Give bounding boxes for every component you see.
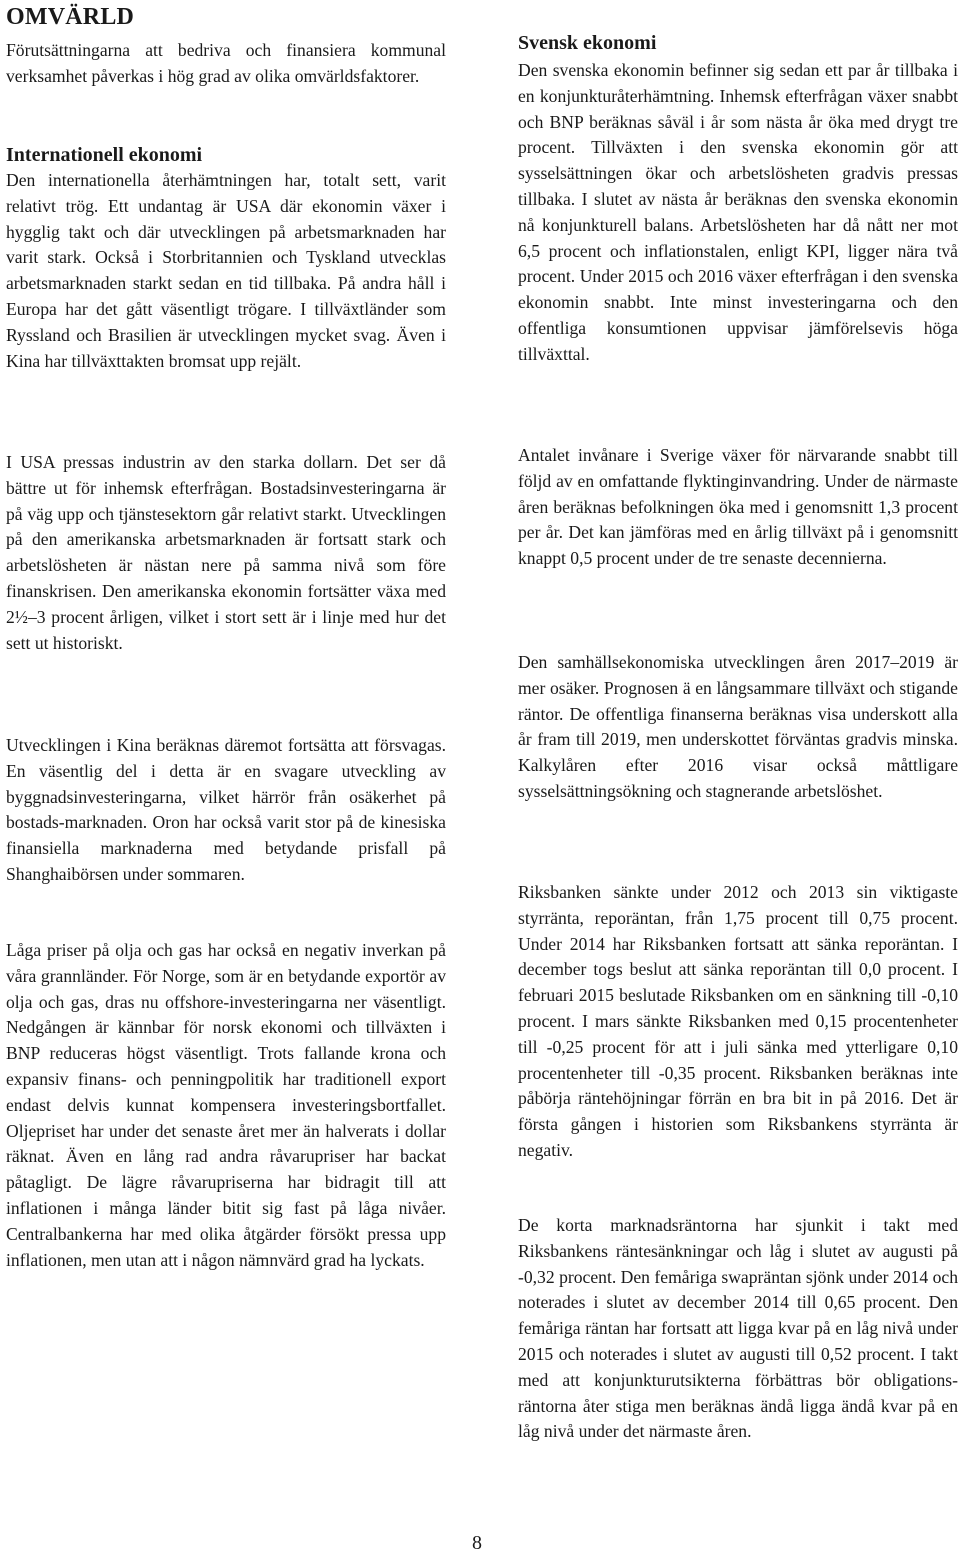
paragraph-usa: I USA pressas industrin av den starka dollarn. Det ser då bättre ut för inhemsk efterfrågan. Bostadsinvesteringarna är på väg upp och tjänstesektorn går relativt starkt. Utvecklingen på den amerikanska arbetsmarknaden är fortsatt stark och arbetslösheten är nästan nere på samma nivå som före finanskrisen. Den amerikanska ekonomin fortsätter växa med 2½–3 procent årligen, vilket i stort sett är i linje med hur det sett ut historiskt. [6,452,446,653]
paragraph-market-rates: De korta marknadsräntorna har sjunkit i takt med Riksbankens räntesänkningar och låg i slutet av augusti på -0,32 procent. Den femåriga swapräntan sjönk under 2014 och noterades i slutet av december 2014 till 0,65 procent. Den femåriga räntan har fortsatt att ligga kvar på en låg nivå under 2015 och noterades i slutet av augusti till 0,52 procent. I takt med att konjunkturutsikterna förbättras bör obligations-räntorna åter stiga men beräknas ändå ligga ändå kvar på en låg nivå under det närmaste åren. [518,1215,958,1442]
paragraph-riksbank-repo-rate: Riksbanken sänkte under 2012 och 2013 sin viktigaste styrränta, reporäntan, från 1,75 procent till 0,75 procent. Under 2014 har Riksbanken fortsatt att sänka reporäntan. I december togs beslut att sänka reporäntan till 0,0 procent. I februari 2015 beslutade Riksbanken om en sänkning till -0,10 procent. I mars sänkte Riksbanken med 0,15 procentenheter till -0,25 procent för att i juli sänka med ytterligare 0,10 procentenheter till -0,35 procent. Riksbanken beräknas inte påbörja räntehöjningar förrän en bra bit in på 2016. Det är första gången i historien som Riksbankens styrränta är negativ. [518,882,958,1160]
section-heading-omvarld: OMVÄRLD [6,4,135,30]
paragraph-outlook-2017-2019: Den samhällsekonomiska utvecklingen åren 2017–2019 är mer osäker. Prognosen ä en långsammare tillväxt och stigande räntor. De offentliga finanserna beräknas visa underskott alla år fram till 2019, men underskottet förväntas gradvis minska. Kalkylåren efter 2016 visar också måttligare sysselsättningsökning och stagnerande arbetslöshet. [518,652,958,801]
intro-paragraph: Förutsättningarna att bedriva och finansiera kommunal verksamhet påverkas i hög grad av olika omvärldsfaktorer. [6,40,446,86]
paragraph-china: Utvecklingen i Kina beräknas däremot fortsätta att försvagas. En väsentlig del i detta är en svagare utveckling av byggnadsinvesteringarna, vilket härrör från osäkerhet på bostads-marknaden. Oron har också varit stor på de kinesiska finansiella marknaderna med betydande prisfall på Shanghaibörsen under sommaren. [6,735,446,884]
subheading-international-economy: Internationell ekonomi [6,144,203,166]
page-number: 8 [472,1532,482,1554]
subheading-swedish-economy: Svensk ekonomi [518,32,657,54]
paragraph-international-recovery: Den internationella återhämtningen har, totalt sett, varit relativt trög. Ett undantag är USA där ekonomin växer i hygglig takt och där utvecklingen på arbetsmarknaden har varit stark. Också i Storbritannien och Tyskland utvecklas arbetsmarknaden starkt sedan en tid tillbaka. På andra håll i Europa har det gått väsentligt trögare. I tillväxtländer som Ryssland och Brasilien är utvecklingen mycket svag. Även i Kina har tillväxttakten bromsat upp rejält. [6,170,446,371]
paragraph-swedish-recovery: Den svenska ekonomin befinner sig sedan ett par år tillbaka i en konjunkturåterhämtning. Inhemsk efterfrågan växer snabbt och BNP beräknas såväl i år som nästa år öka med drygt tre procent. Tillväxten i den svenska ekonomin gör att sysselsättningen ökar och arbetslösheten gradvis pressas tillbaka. I slutet av nästa år beräknas den svenska ekonomin nå konjunkturell balans. Arbetslösheten har då nått ner mot 6,5 procent och inflationstalen, enligt KPI, ligger nära två procent. Under 2015 och 2016 växer efterfrågan i den svenska ekonomin snabbt. Inte minst investeringarna och den offentliga konsumtionen uppvisar jämförelsevis höga tillväxttal. [518,60,958,364]
paragraph-oil-prices: Låga priser på olja och gas har också en negativ inverkan på våra grannländer. För Norge, som är en betydande exportör av olja och gas, dras nu offshore-investeringarna ner väsentligt. Nedgången är kännbar för norsk ekonomi och tillväxten i BNP reduceras högst väsentligt. Trots fallande krona och expansiv finans- och penningpolitik har traditionell export endast delvis kunnat kompensera investeringsbortfallet. Oljepriset har under det senaste året mer än halverats i dollar räknat. Även en lång rad andra råvarupriser har backat påtagligt. De lägre råvarupriserna har bidragit till att inflationen i många länder bitit sig fast på låga nivåer. Centralbankerna har med olika åtgärder försökt pressa upp inflationen, men utan att i någon nämnvärd grad ha lyckats. [6,940,446,1270]
paragraph-population: Antalet invånare i Sverige växer för närvarande snabbt till följd av en omfattande flyktinginvandring. Under de närmaste åren beräknas befolkningen öka med i genomsnitt 1,3 procent per år. Det kan jämföras med en årlig tillväxt på i genomsnitt knappt 0,5 procent under de tre senaste decennierna. [518,445,958,569]
